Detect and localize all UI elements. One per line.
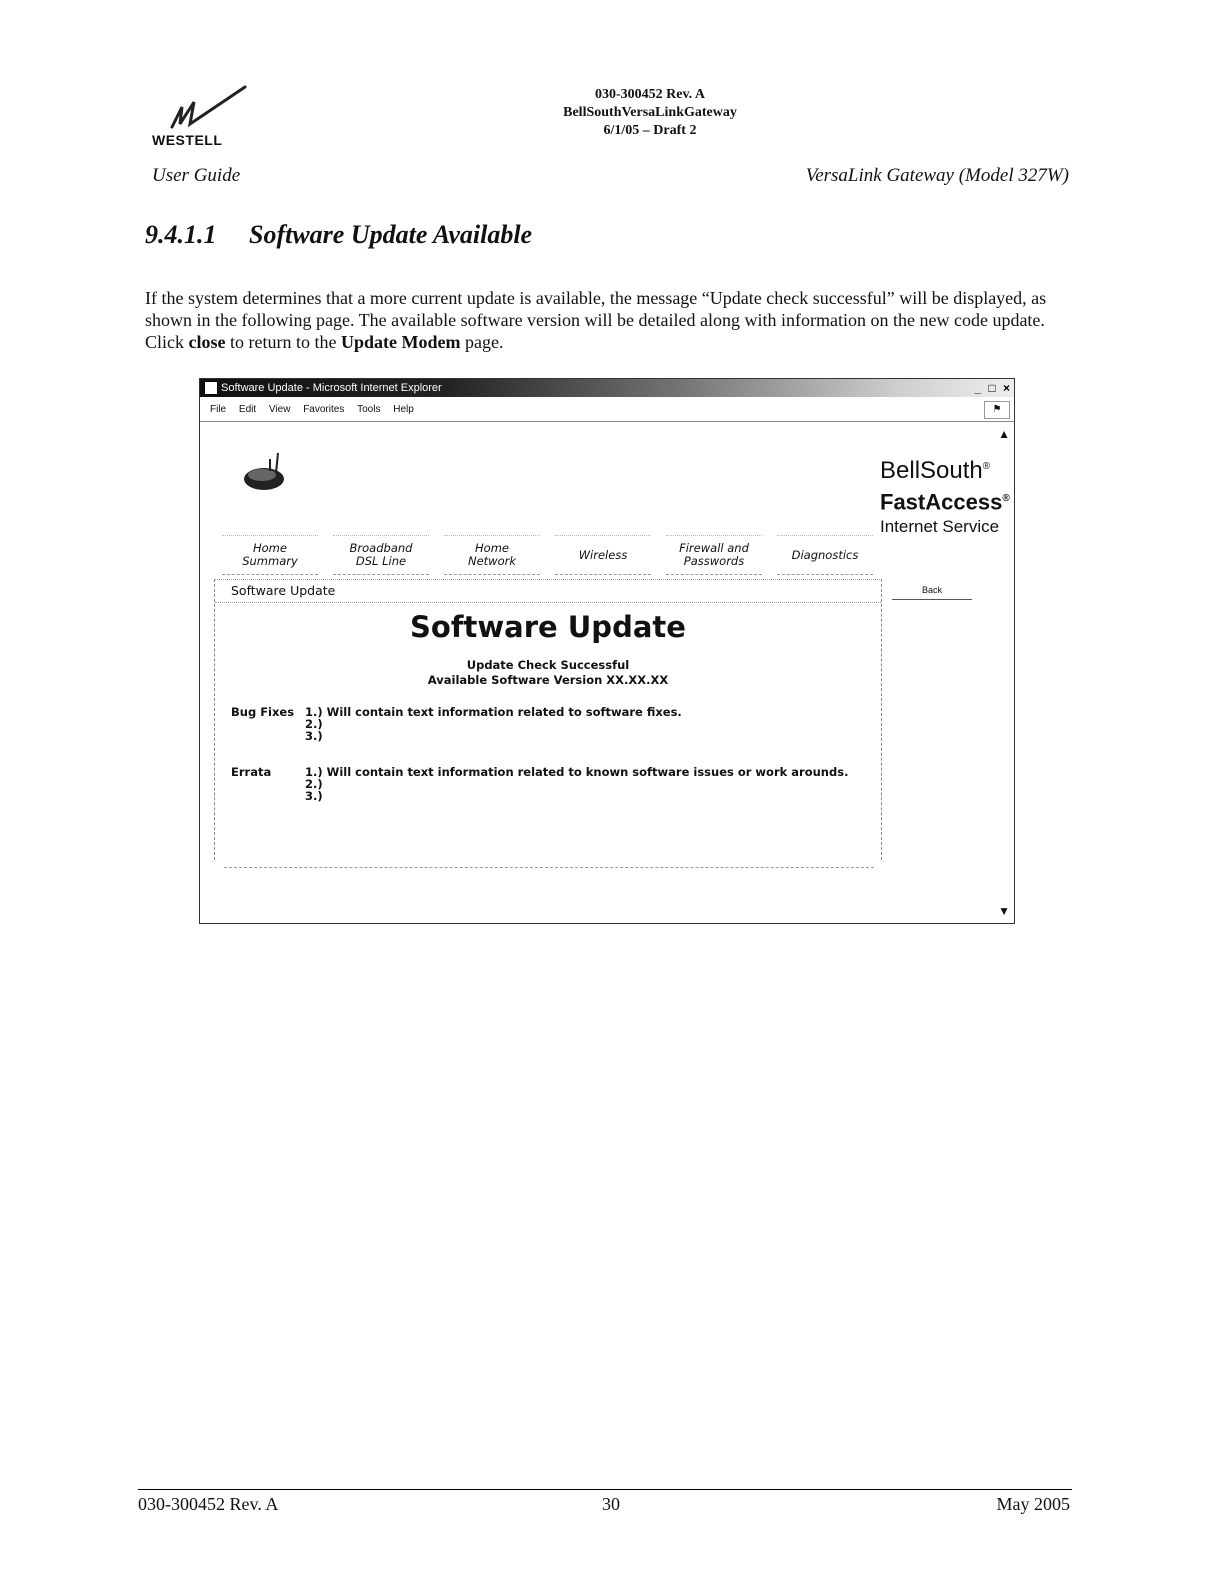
nav-broadband-dsl-line[interactable]: Broadband DSL Line: [333, 535, 429, 575]
list-item: 1.) Will contain text information related to software fixes.: [305, 705, 682, 719]
para-text-3: page.: [460, 332, 504, 352]
menu-edit[interactable]: Edit: [238, 404, 257, 415]
nav-home-summary[interactable]: Home Summary: [222, 535, 318, 575]
router-icon: [240, 451, 290, 495]
brand-line-3: Internet Service: [880, 517, 1000, 537]
nav-diagnostics[interactable]: Diagnostics: [777, 535, 873, 575]
status-check-successful: Update Check Successful: [466, 658, 630, 672]
doc-meta: [500, 86, 800, 140]
content-divider: [224, 867, 874, 868]
page-number: 30: [602, 1494, 620, 1514]
para-text-1: If the system determines that a more current update is available, the message “Update check successful” will be displayed, as shown in the following page. The available software version will be detailed along with information on the new code update. Click: [145, 288, 1047, 352]
list-item: 2.): [305, 777, 323, 791]
browser-window: [199, 378, 1015, 924]
menu-tools[interactable]: Tools: [357, 404, 381, 415]
scroll-up-icon[interactable]: ▲: [998, 427, 1010, 441]
list-item: 3.): [305, 789, 323, 803]
section-heading: [145, 220, 532, 250]
guide-title: User Guide: [152, 165, 241, 186]
model-title: VersaLink Gateway (Model 327W): [805, 165, 1069, 186]
menu-help[interactable]: Help: [393, 404, 414, 415]
nav-firewall-passwords[interactable]: Firewall and Passwords: [666, 535, 762, 575]
body-paragraph: [145, 287, 1080, 353]
footer-rule: [138, 1489, 1072, 1490]
bellsouth-logo: BellSouth® FastAccess® Internet Service: [880, 457, 1010, 537]
nav-wireless[interactable]: Wireless: [555, 535, 651, 575]
section-title: Software Update Available: [249, 220, 533, 249]
panel-tab-label: Software Update: [231, 583, 336, 598]
menu-favorites[interactable]: Favorites: [303, 404, 345, 415]
nav-home-network[interactable]: Home Network: [444, 535, 540, 575]
menu-bar: [200, 399, 1014, 422]
scroll-down-icon[interactable]: ▼: [998, 904, 1010, 918]
list-item: 2.): [305, 717, 323, 731]
window-titlebar: [200, 379, 1014, 397]
list-item: 1.) Will contain text information related to known software issues or work arounds.: [305, 765, 849, 779]
panel-divider: [215, 602, 881, 603]
bug-fixes-list: [305, 706, 682, 742]
errata-list: [305, 766, 848, 802]
doc-number: 030-300452 Rev. A: [594, 87, 706, 102]
menu-view[interactable]: View: [268, 404, 291, 415]
para-close-word: close: [188, 332, 226, 352]
menu-file[interactable]: File: [210, 404, 227, 415]
software-update-panel: [214, 579, 882, 860]
footer-date: May 2005: [996, 1494, 1070, 1514]
para-text-2: to return to the: [225, 332, 341, 352]
para-update-modem: Update Modem: [340, 332, 461, 352]
doc-product: BellSouthVersaLinkGateway: [563, 105, 737, 120]
errata-label: Errata: [231, 765, 272, 779]
doc-date: 6/1/05 – Draft 2: [603, 123, 697, 138]
brand-line-1: BellSouth: [880, 457, 983, 484]
section-number: 9.4.1.1: [145, 220, 217, 249]
status-available-version: Available Software Version XX.XX.XX: [427, 673, 669, 687]
window-controls[interactable]: _ □ ×: [974, 381, 1012, 395]
nav-bar: [222, 535, 872, 577]
page-content: [200, 423, 1010, 923]
software-update-heading: Software Update: [410, 610, 686, 644]
update-status: [215, 658, 881, 688]
ie-icon: [204, 381, 218, 395]
list-item: 3.): [305, 729, 323, 743]
brand-name: WESTELL: [152, 132, 223, 148]
windows-flag-icon: ⚑: [984, 401, 1010, 419]
window-title: Software Update - Microsoft Internet Explorer: [221, 382, 442, 394]
brand-line-2: FastAccess: [880, 489, 1003, 515]
footer-doc-number: 030-300452 Rev. A: [138, 1494, 279, 1514]
bug-fixes-label: Bug Fixes: [231, 705, 295, 719]
back-button[interactable]: Back: [892, 581, 972, 600]
